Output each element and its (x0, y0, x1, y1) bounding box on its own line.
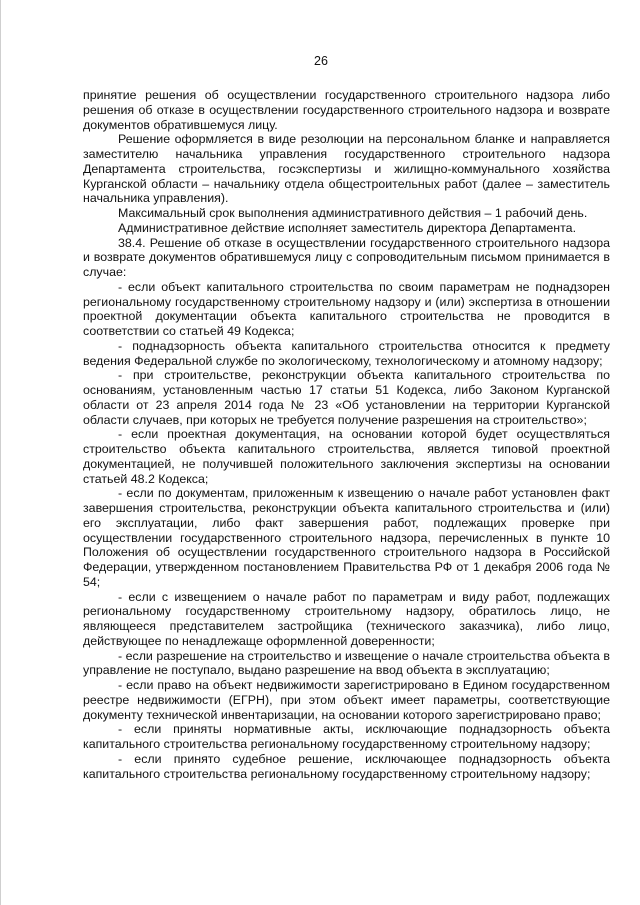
paragraph-resolution: Решение оформляется в виде резолюции на персональном бланке и направляется заместителю начальника управления государственного строительного надзора Департамента строительства, госэкспертизы и жилищно-коммунального хозяйства Курганской области – начальнику отдела общестроительных работ (далее – заместитель начальника управления). (83, 132, 610, 206)
paragraph-max-term: Максимальный срок выполнения административного действия – 1 рабочий день. (118, 206, 588, 220)
list-item-registered-right: - если право на объект недвижимости зарегистрировано в Едином государственном реестре недвижимости (ЕГРН), при этом объект имеет параметры, соответствующие документу технической инвентаризации, на основании которого зарегистрировано право; (83, 678, 610, 722)
document-body (83, 88, 610, 781)
list-item-unauthorized-person: - если с извещением о начале работ по параметрам и виду работ, подлежащих региональному государственному строительному надзору, обратилось лицо, не являющееся представителем застройщика (технического заказчика), либо лицо, действующее по ненадлежаще оформленной доверенности; (83, 589, 610, 648)
list-item-court-decision: - если принято судебное решение, исключающее поднадзорность объекта капитального строительства региональному государственному строительному надзору; (83, 751, 610, 781)
list-item-federal-service: - поднадзорность объекта капитального строительства относится к предмету ведения Федеральной службе по экологическому, технологическому и атомному надзору; (83, 338, 610, 368)
paragraph-refusal-clause: 38.4. Решение об отказе в осуществлении государственного строительного надзора и возврате документов обратившемуся лицу с сопроводительным письмом принимается в случае: (83, 235, 610, 279)
page-number: 26 (314, 54, 328, 68)
list-item-no-permit-received: - если разрешение на строительство и извещение о начале строительства объекта в управление не поступало, выдано разрешение на ввод объекта в эксплуатацию; (83, 648, 610, 678)
list-item-no-permit-required: - при строительстве, реконструкции объекта капитального строительства по основаниям, установленным частью 17 статьи 51 Кодекса, либо Законом Курганской области от 23 апреля 2014 года № 23 «Об установлении на территории Курганской области случаев, при которых не требуется получение разрешения на строительство»; (83, 368, 610, 427)
list-item-construction-completed: - если по документам, приложенным к извещению о начале работ установлен факт завершения строительства, реконструкции объекта капитального строительства и (или) его эксплуатации, либо факт завершения работ, подлежащих проверке при осуществлении государственного строительного надзора, перечисленных в пункте 10 Положения об осуществлении государственного строительного надзора в Российской Федерации, утвержденном постановлением Правительства РФ от 1 декабря 2006 года № 54; (83, 486, 610, 589)
list-item-not-supervised: - если объект капитального строительства по своим параметрам не поднадзорен региональному государственному строительному надзору и (или) экспертиза в отношении проектной документации объекта капитального строительства не проводится в соответствии со статьей 49 Кодекса; (83, 279, 610, 338)
list-item-typical-documentation: - если проектная документация, на основании которой будет осуществляться строительство объекта капитального строительства, является типовой проектной документацией, не получившей положительного заключения экспертизы на основании статьей 48.2 Кодекса; (83, 427, 610, 486)
paragraph-decision-text: принятие решения об осуществлении государственного строительного надзора либо решения об отказе в осуществлении государственного строительного надзора и возврате документов обратившемуся лицу. (83, 88, 610, 132)
list-item-normative-acts: - если приняты нормативные акты, исключающие поднадзорность объекта капитального строительства региональному государственному строительному надзору; (83, 722, 610, 751)
paragraph-executor: Административное действие исполняет заместитель директора Департамента. (118, 220, 577, 235)
